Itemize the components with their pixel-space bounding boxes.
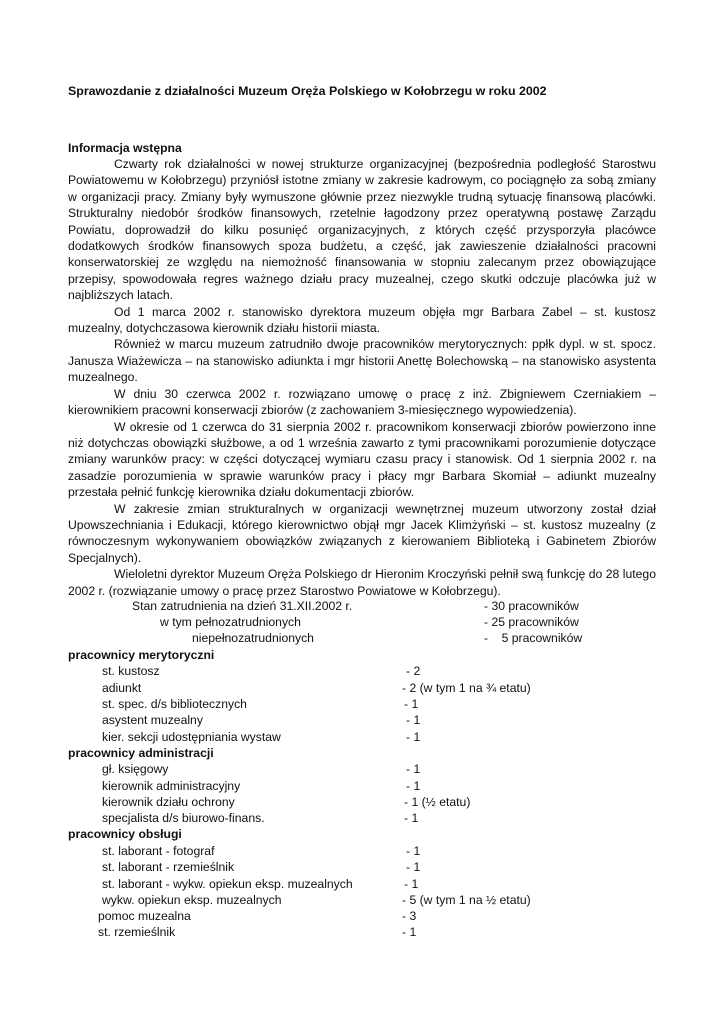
summary-label: Stan zatrudnienia na dzień 31.XII.2002 r. <box>132 599 353 613</box>
staff-label: kierownik administracyjny <box>102 779 241 793</box>
staff-count: - 1 <box>404 697 419 711</box>
staff-count: - 1 <box>406 779 421 793</box>
staff-label: kier. sekcji udostępniania wystaw <box>102 730 281 744</box>
group-heading: pracownicy obsługi <box>68 827 182 841</box>
staff-count: - 1 <box>406 762 421 776</box>
staff-label: st. laborant - rzemieślnik <box>102 860 235 874</box>
paragraph: W dniu 30 czerwca 2002 r. rozwiązano umowę o pracę z inż. Zbigniewem Czerniakiem – kierownikiem pracowni konserwacji zbiorów (z zachowaniem 3-miesięcznego wypowiedzenia). <box>68 386 656 418</box>
staff-count: - 1 <box>404 877 419 891</box>
staff-label: st. spec. d/s bibliotecznych <box>102 697 247 711</box>
staff-count: - 1 (½ etatu) <box>404 795 471 809</box>
staff-label: adiunkt <box>102 681 142 695</box>
staff-count: - 1 <box>406 713 421 727</box>
paragraph: Czwarty rok działalności w nowej strukturze organizacyjnej (bezpośrednia podległość Starostwu Powiatowemu w Kołobrzegu) przyniósł istotne zmiany w zakresie kadrowym, co pociągnęło za sobą zmiany w organizacji pracy. Zmiany były wymuszone głównie przez niezwykle trudną sytuację finansową placówki. Strukturalny niedobór środków finansowych, rzetelnie łagodzony przez operatywną postawę Zarządu Powiatu, doprowadził do kilku posunięć organizacyjnych, z których część przysporzyła placówce dodatkowych środków finansowych spoza budżetu, a część, jak zawieszenie działalności pracowni konserwatorskiej ze względu na niemożność finansowania w stopniu zalecanym przez obowiązujące przepisy, spowodowała regres ważnego działu pracy muzealnej, czego skutki odczuje placówka już w najbliższych latach. <box>68 157 656 303</box>
staff-label: asystent muzealny <box>102 713 203 727</box>
intro-body <box>68 156 656 599</box>
staff-count: - 1 <box>406 730 421 744</box>
staff-count: - 2 (w tym 1 na ¾ etatu) <box>402 681 531 695</box>
group-heading: pracownicy administracji <box>68 746 214 760</box>
document-title: Sprawozdanie z działalności Muzeum Oręża Polskiego w Kołobrzegu w roku 2002 <box>68 84 547 98</box>
staff-label: gł. księgowy <box>102 762 169 776</box>
staff-count: - 1 <box>402 925 417 939</box>
summary-value: - 30 pracowników <box>484 599 579 613</box>
staff-count: - 1 <box>406 844 421 858</box>
staff-label: kierownik działu ochrony <box>102 795 235 809</box>
paragraph: W okresie od 1 czerwca do 31 sierpnia 2002 r. pracownikom konserwacji zbiorów powierzono inne niż dotychczas obowiązki służbowe, a od 1 września zawarto z tymi pracownikami porozumienie dotyczące zmiany warunków pracy: w części dotyczącej wymiaru czasu pracy i stanowisk. Od 1 sierpnia 2002 r. na zasadzie porozumienia w sprawie warunków pracy i płacy mgr Barbara Skomiał – adiunkt muzealny przestała pełnić funkcję kierownika działu dokumentacji zbiorów. <box>68 419 656 500</box>
staff-label: st. rzemieślnik <box>98 925 176 939</box>
staff-count: - 5 (w tym 1 na ½ etatu) <box>402 893 531 907</box>
summary-value: - 5 pracowników <box>484 631 583 645</box>
summary-label: w tym pełnozatrudnionych <box>160 615 301 629</box>
paragraph: Również w marcu muzeum zatrudniło dwoje pracowników merytorycznych: ppłk dypl. w st. spocz. Janusza Wiażewicza – na stanowisko adiunkta i mgr historii Anettę Bolechowską – na stanowisko asystenta muzealnego. <box>68 337 656 385</box>
summary-value: - 25 pracowników <box>484 615 579 629</box>
staff-label: st. laborant - wykw. opiekun eksp. muzealnych <box>102 877 353 891</box>
staff-count: - 1 <box>404 811 419 825</box>
staff-count: - 1 <box>406 860 421 874</box>
paragraph: Od 1 marca 2002 r. stanowisko dyrektora muzeum objęła mgr Barbara Zabel – st. kustosz muzealny, dotychczasowa kierownik działu historii miasta. <box>68 304 656 336</box>
summary-label: niepełnozatrudnionych <box>192 631 314 645</box>
staff-label: st. kustosz <box>102 664 160 678</box>
staff-label: pomoc muzealna <box>98 909 191 923</box>
group-heading: pracownicy merytoryczni <box>68 648 215 662</box>
staff-label: specjalista d/s biurowo-finans. <box>102 811 265 825</box>
section-heading-intro: Informacja wstępna <box>68 141 182 155</box>
staff-count: - 3 <box>402 909 417 923</box>
paragraph: W zakresie zmian strukturalnych w organizacji wewnętrznej muzeum utworzony został dział Upowszechniania i Edukacji, którego kierownictwo objął mgr Jacek Klimżyński – st. kustosz muzealny (z równoczesnym wykonywaniem obowiązków związanych z kierowaniem Biblioteką i Gabinetem Zbiorów Specjalnych). <box>68 501 656 565</box>
staff-label: wykw. opiekun eksp. muzealnych <box>102 893 282 907</box>
paragraph: Wieloletni dyrektor Muzeum Oręża Polskiego dr Hieronim Kroczyński pełnił swą funkcję do 28 lutego 2002 r. (rozwiązanie umowy o pracę przez Starostwo Powiatowe w Kołobrzegu). <box>68 567 656 598</box>
staff-label: st. laborant - fotograf <box>102 844 215 858</box>
staff-count: - 2 <box>406 664 421 678</box>
